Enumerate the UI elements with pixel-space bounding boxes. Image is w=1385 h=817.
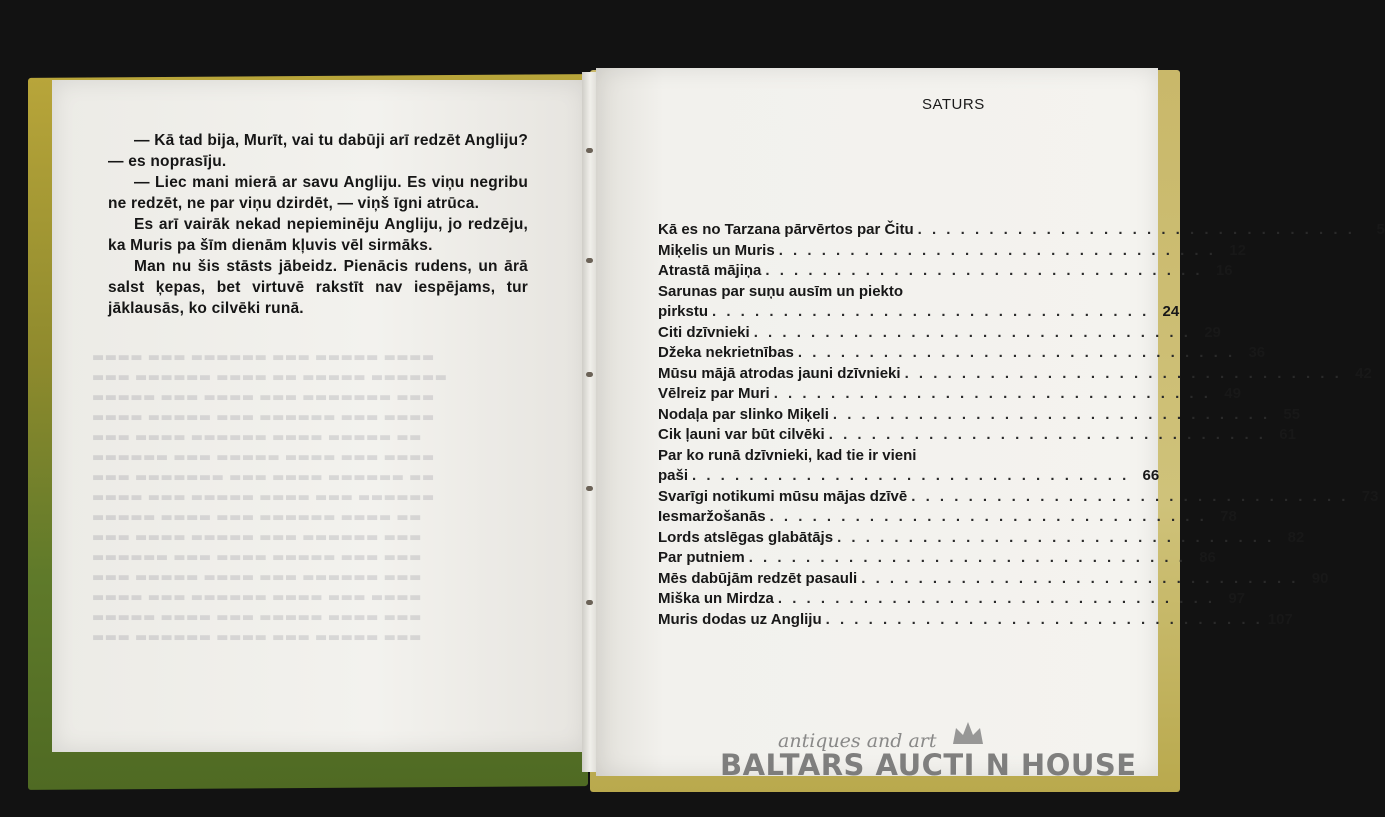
- toc-entry-page: 5: [1376, 221, 1385, 238]
- story-ending-text: [108, 130, 528, 319]
- toc-leader-dots: . . . . . . . . . . . . . . . . . . . . . . . . . . . . . . .: [861, 569, 1299, 587]
- toc-entry-title: Atrastā mājiņa: [658, 262, 762, 279]
- toc-entry: [658, 384, 1241, 405]
- toc-entry-title: Cik ļauni var būt cilvēki: [658, 426, 825, 443]
- toc-entry-title: Lords atslēgas glabātājs: [658, 528, 834, 546]
- toc-entry-page: 90: [1311, 569, 1329, 587]
- toc-leader-dots: . . . . . . . . . . . . . . . . . . . . . . . . . . . . . . .: [712, 303, 1150, 320]
- toc-entry: [658, 548, 1216, 569]
- toc-entry-title: Nodaļa par slinko Miķeli: [658, 405, 829, 423]
- paragraph: Es arī vairāk nekad nepieminēju Angliju, jo redzēju, ka Muris pa šīm dienām kļuvis vēl sirmāks.: [108, 216, 528, 254]
- toc-entry: [658, 261, 1233, 282]
- toc-entry-page: 82: [1287, 528, 1305, 546]
- bleed-through-text: ▬▬▬▬ ▬▬▬ ▬▬▬▬▬▬ ▬▬▬ ▬▬▬▬▬ ▬▬▬▬ ▬▬▬ ▬▬▬▬▬▬ ▬▬▬▬ ▬▬ ▬▬▬▬▬ ▬▬▬▬▬▬ ▬▬▬▬▬ ▬▬▬ ▬▬▬▬ ▬▬▬ ▬▬▬▬▬▬▬ ▬▬▬ ▬▬▬▬ ▬▬▬▬▬ ▬▬▬ ▬▬▬▬▬▬ ▬▬▬ ▬▬▬▬ ▬▬▬ ▬▬▬▬ ▬▬▬▬▬▬ ▬▬▬▬ ▬▬▬▬▬ ▬▬ ▬▬▬▬▬▬ ▬▬▬ ▬▬▬▬▬ ▬▬▬▬ ▬▬▬ ▬▬▬▬ ▬▬▬ ▬▬▬▬▬▬▬ ▬▬▬ ▬▬▬▬ ▬▬▬▬▬▬ ▬▬ ▬▬▬▬ ▬▬▬ ▬▬▬▬▬ ▬▬▬▬ ▬▬▬ ▬▬▬▬▬▬ ▬▬▬▬▬ ▬▬▬▬ ▬▬▬ ▬▬▬▬▬▬ ▬▬▬▬ ▬▬ ▬▬▬ ▬▬▬▬ ▬▬▬▬▬ ▬▬▬ ▬▬▬▬▬▬ ▬▬▬ ▬▬▬▬▬▬ ▬▬▬ ▬▬▬▬ ▬▬▬▬▬ ▬▬▬ ▬▬▬ ▬▬▬ ▬▬▬▬▬ ▬▬▬▬ ▬▬▬ ▬▬▬▬▬▬ ▬▬▬ ▬▬▬▬ ▬▬▬ ▬▬▬▬▬▬ ▬▬▬▬ ▬▬▬ ▬▬▬▬ ▬▬▬▬▬ ▬▬▬▬ ▬▬▬ ▬▬▬▬▬ ▬▬▬▬ ▬▬▬ ▬▬▬ ▬▬▬▬▬▬ ▬▬▬▬ ▬▬▬ ▬▬▬▬▬ ▬▬▬: [92, 350, 448, 645]
- toc-entry: [658, 282, 1180, 323]
- paragraph: — Liec mani mierā ar savu Angliju. Es viņu negribu ne redzēt, ne par viņu dzirdēt, — viņš īgni atrūca.: [108, 174, 528, 212]
- table-of-contents: [658, 220, 1385, 630]
- toc-entry-title: Sarunas par suņu ausīm un piekto: [658, 282, 904, 300]
- paragraph: — Kā tad bija, Murīt, vai tu dabūji arī redzēt Angliju? — es noprasīju.: [108, 132, 528, 170]
- toc-leader-dots: . . . . . . . . . . . . . . . . . . . . . . . . . . . . . . .: [797, 344, 1236, 361]
- toc-entry-title: Miška un Mirdza: [658, 590, 774, 607]
- toc-entry-title-continued: paši: [658, 467, 689, 484]
- toc-entry-title: Par putniem: [658, 549, 745, 566]
- toc-entry-page: 29: [1204, 323, 1221, 341]
- toc-entry: [658, 364, 1372, 385]
- contents-heading: SATURS: [922, 96, 985, 113]
- toc-entry-page: 12: [1229, 241, 1246, 259]
- toc-entry: [658, 323, 1221, 344]
- toc-entry: [658, 446, 1160, 487]
- toc-entry: [658, 405, 1301, 426]
- toc-entry-page: 86: [1199, 549, 1216, 566]
- toc-leader-dots: . . . . . . . . . . . . . . . . . . . . . . . . . . . . . . .: [904, 364, 1342, 382]
- toc-entry-page: 78: [1220, 508, 1237, 525]
- binding-stitch: [586, 600, 593, 605]
- toc-leader-dots: . . . . . . . . . . . . . . . . . . . . . . . . . . . . . . .: [748, 549, 1186, 566]
- toc-entry: [658, 343, 1266, 364]
- toc-entry-title: Kā es no Tarzana pārvērtos par Čitu: [658, 221, 914, 238]
- toc-entry: [658, 589, 1246, 610]
- toc-entry: [658, 425, 1296, 446]
- watermark-brand: BALTARS AUCTI N HOUSE: [720, 748, 1137, 782]
- toc-entry-title: Muris dodas uz Angliju: [658, 610, 822, 628]
- toc-entry: [658, 569, 1329, 590]
- toc-entry-page: 107: [1267, 610, 1293, 628]
- toc-entry-title: Miķelis un Muris: [658, 241, 775, 259]
- toc-entry-page: 97: [1228, 590, 1246, 607]
- toc-entry: [658, 507, 1237, 528]
- toc-entry-page: 49: [1224, 385, 1241, 402]
- binding-stitch: [586, 372, 593, 377]
- toc-leader-dots: . . . . . . . . . . . . . . . . . . . . . . . . . . . . . . .: [832, 405, 1271, 423]
- toc-leader-dots: . . . . . . . . . . . . . . . . . . . . . . . . . . . . . . .: [753, 323, 1191, 341]
- toc-entry-title: Mēs dabūjām redzēt pasauli: [658, 569, 858, 587]
- toc-entry-title: Mūsu mājā atrodas jauni dzīvnieki: [658, 364, 901, 382]
- toc-entry-title: Par ko runā dzīvnieki, kad tie ir vieni: [658, 446, 917, 464]
- toc-entry-page: 16: [1215, 262, 1233, 279]
- toc-entry-title: Citi dzīvnieki: [658, 323, 750, 341]
- toc-leader-dots: . . . . . . . . . . . . . . . . . . . . . . . . . . . . . . .: [769, 508, 1207, 525]
- toc-leader-dots: . . . . . . . . . . . . . . . . . . . . . . . . . . . . . . .: [692, 467, 1130, 484]
- toc-leader-dots: . . . . . . . . . . . . . . . . . . . . . . . . . . . . . . .: [825, 610, 1263, 628]
- toc-entry-page: 73: [1361, 487, 1379, 505]
- watermark-tagline: antiques and art: [778, 730, 937, 752]
- toc-entry-title: Svarīgi notikumi mūsu mājas dzīvē: [658, 487, 908, 505]
- toc-entry-title: Džeka nekrietnības: [658, 344, 794, 361]
- toc-leader-dots: . . . . . . . . . . . . . . . . . . . . . . . . . . . . . . .: [778, 241, 1216, 259]
- toc-entry-title-continued: pirkstu: [658, 303, 709, 320]
- binding-stitch: [586, 486, 593, 491]
- toc-entry-page: 24: [1162, 303, 1180, 320]
- toc-entry: [658, 487, 1379, 508]
- toc-entry: [658, 528, 1305, 549]
- toc-leader-dots: . . . . . . . . . . . . . . . . . . . . . . . . . . . . . . .: [765, 262, 1203, 279]
- toc-entry-title: Vēlreiz par Muri: [658, 385, 770, 402]
- toc-leader-dots: . . . . . . . . . . . . . . . . . . . . . . . . . . . . . . .: [917, 221, 1355, 238]
- toc-leader-dots: . . . . . . . . . . . . . . . . . . . . . . . . . . . . . . .: [911, 487, 1349, 505]
- toc-entry-title: Iesmaržošanās: [658, 508, 766, 525]
- toc-entry-page: 66: [1142, 467, 1160, 484]
- toc-leader-dots: . . . . . . . . . . . . . . . . . . . . . . . . . . . . . . .: [777, 590, 1216, 607]
- toc-entry-page: 55: [1283, 405, 1301, 423]
- toc-entry-page: 36: [1248, 344, 1266, 361]
- toc-entry: [658, 220, 1385, 241]
- toc-entry: [658, 241, 1246, 262]
- toc-leader-dots: . . . . . . . . . . . . . . . . . . . . . . . . . . . . . . .: [837, 528, 1275, 546]
- toc-entry-page: 42: [1355, 364, 1372, 382]
- binding-stitch: [586, 148, 593, 153]
- toc-leader-dots: . . . . . . . . . . . . . . . . . . . . . . . . . . . . . . .: [773, 385, 1211, 402]
- toc-entry-page: 61: [1279, 426, 1296, 443]
- binding-stitch: [586, 258, 593, 263]
- toc-entry: [658, 610, 1293, 631]
- crown-icon: [950, 720, 986, 746]
- paragraph: Man nu šis stāsts jābeidz. Pienācis rudens, un ārā salst ķepas, bet virtuvē rakstīt nav iespējams, tur jāklausās, ko cilvēki runā.: [108, 258, 528, 317]
- toc-leader-dots: . . . . . . . . . . . . . . . . . . . . . . . . . . . . . . .: [828, 426, 1266, 443]
